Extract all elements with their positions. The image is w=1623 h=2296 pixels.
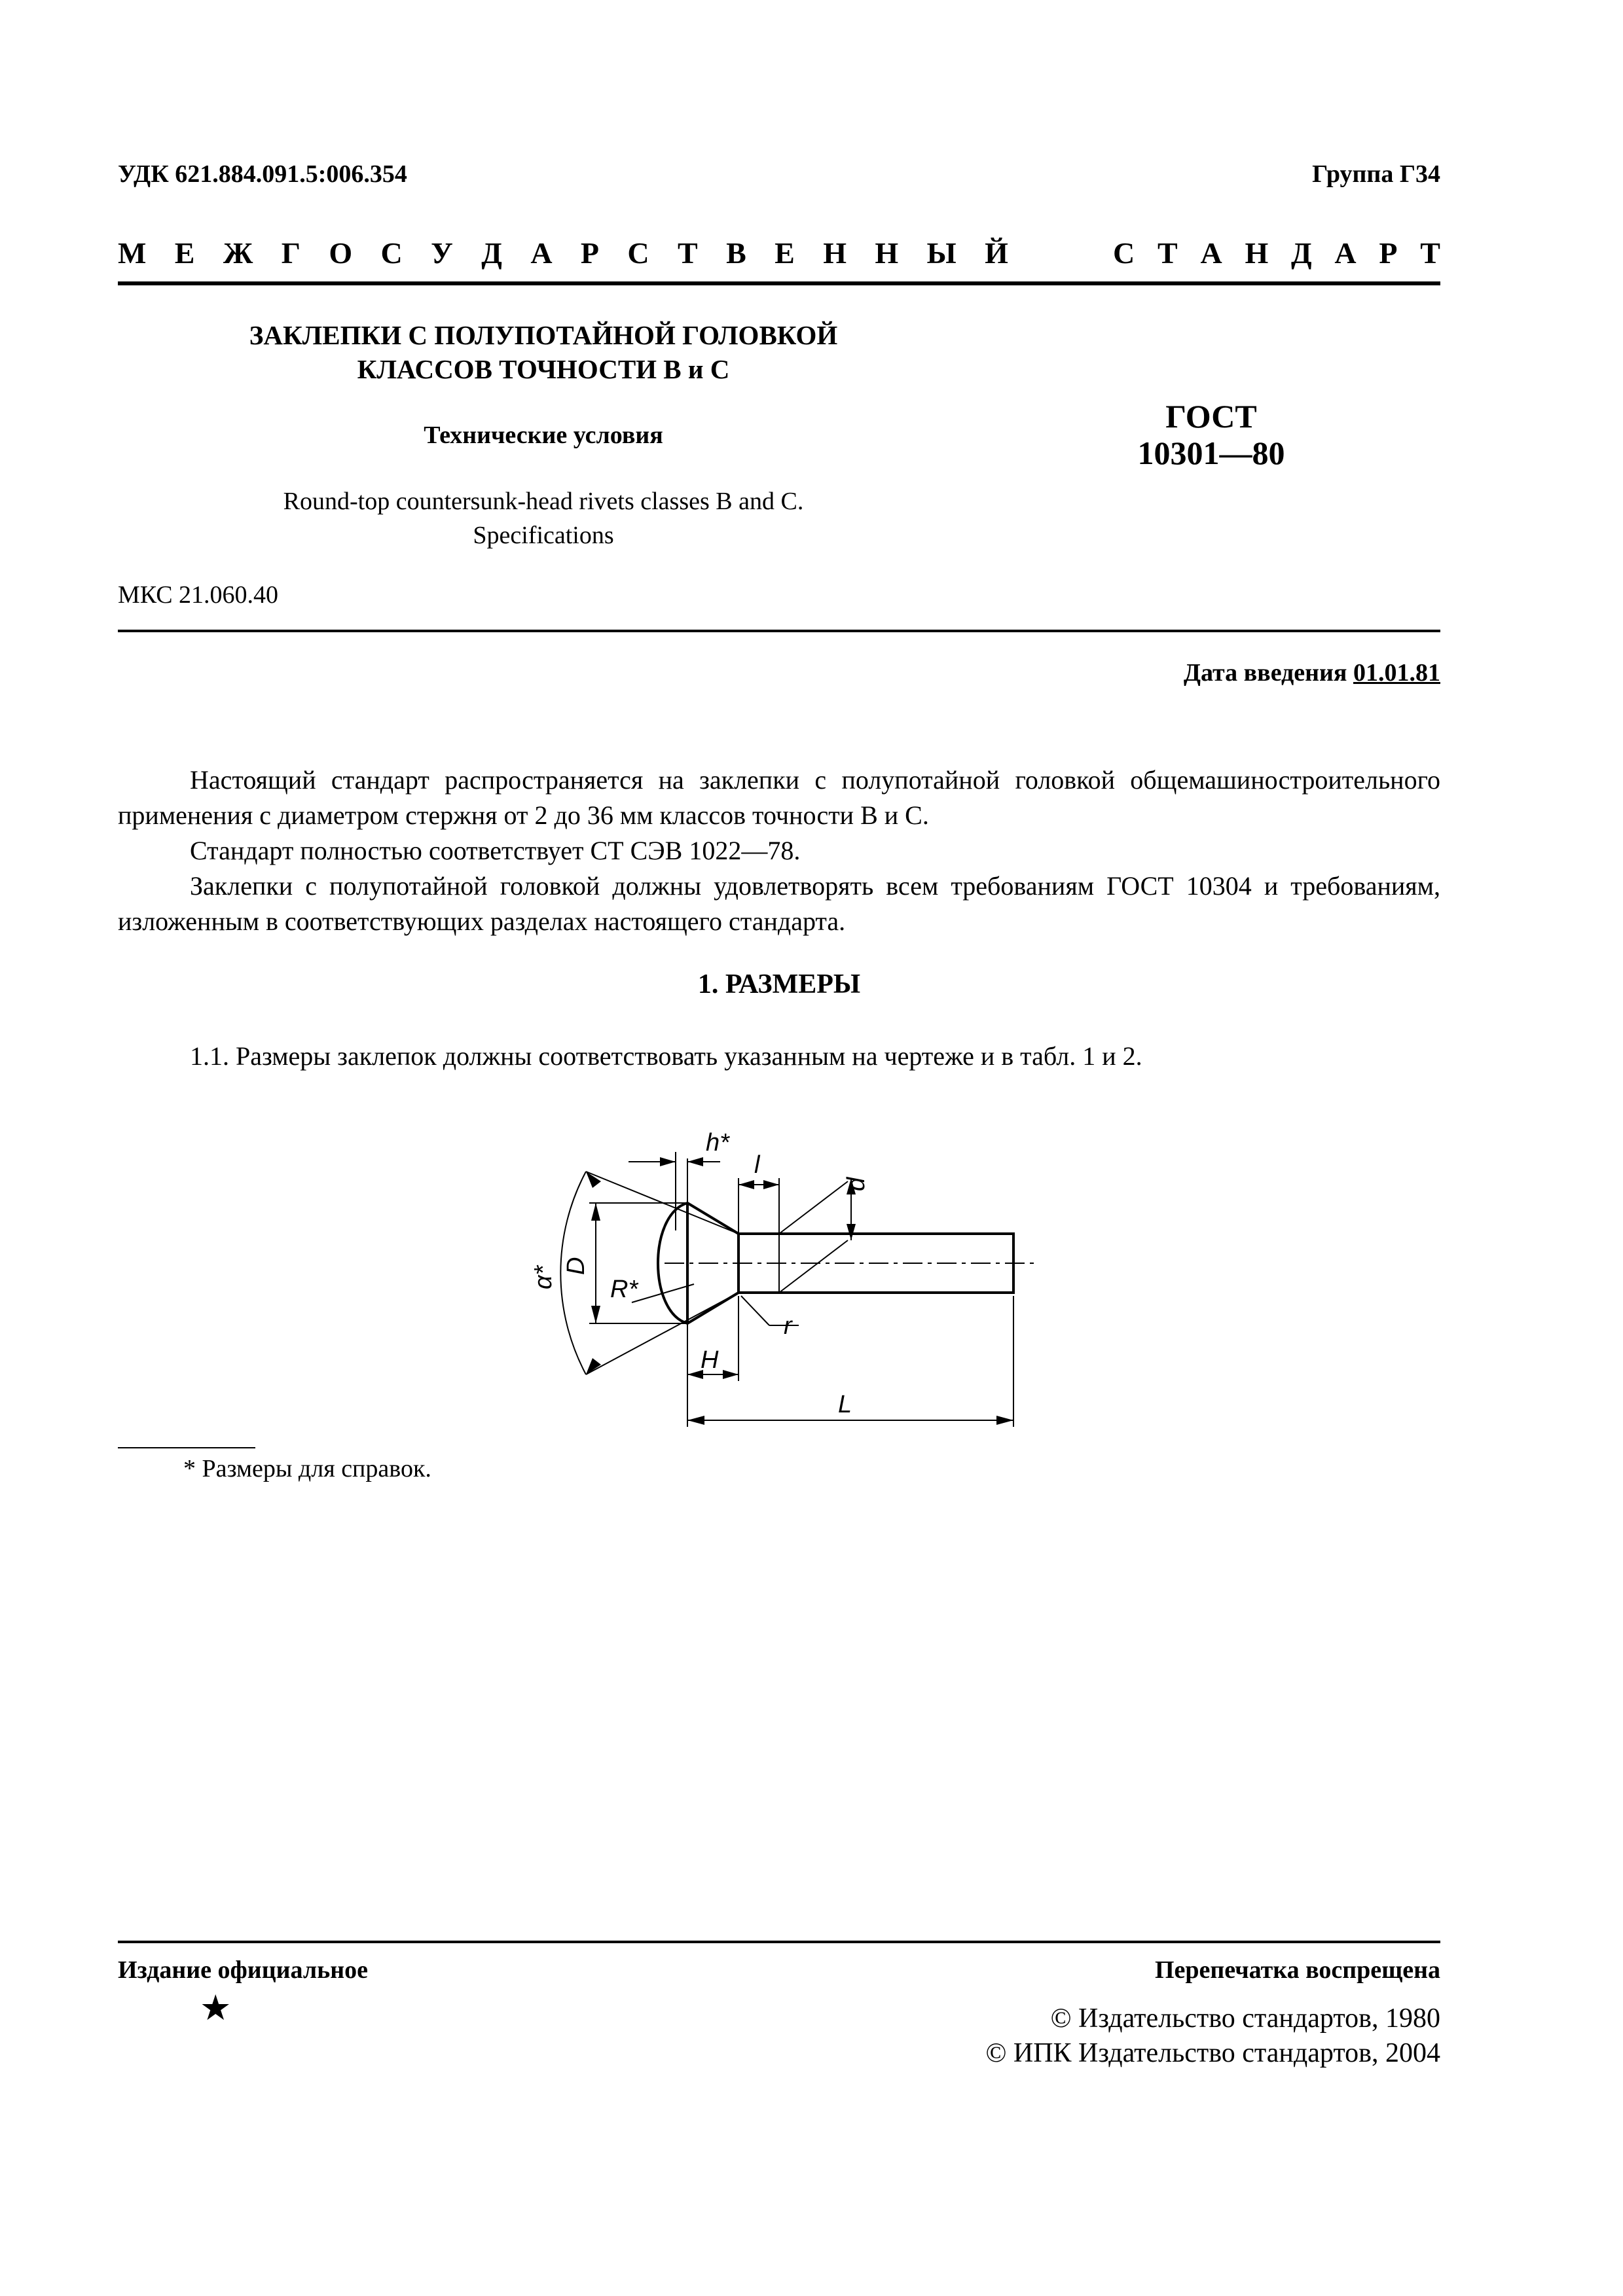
title-block-rule [118,630,1440,632]
udk-code: УДК 621.884.091.5:006.354 [118,160,407,188]
section-title: 1. РАЗМЕРЫ [697,969,861,999]
interstate-letter: Т [1158,236,1178,270]
intro-date [1184,658,1440,687]
intro-date-label: Дата введения [1183,659,1347,687]
label-l: l [754,1151,760,1179]
interstate-letter: Н [823,236,847,270]
body-text [118,762,1440,939]
interstate-word-1 [118,236,1008,270]
interstate-letter: Т [1420,236,1440,270]
interstate-letter: У [431,236,453,270]
copyright-2004: © ИПК Издательство стандартов, 2004 [985,2038,1440,2068]
label-h: h* [706,1129,729,1157]
title-subtitle: Технические условия [424,422,663,449]
mks-code: МКС 21.060.40 [118,581,279,609]
interstate-letter: А [1200,236,1222,270]
interstate-letter: С [627,236,649,270]
r-leader [741,1296,769,1325]
footnote: * Размеры для справок. [183,1455,431,1482]
label-alpha: α* [530,1265,557,1289]
d-dimension [779,1181,848,1234]
reprint-note: Перепечатка воспрещена [1154,1956,1440,1984]
interstate-letter: Е [775,236,795,270]
interstate-letter: М [118,236,147,270]
group-code: Группа Г34 [1312,160,1440,188]
label-d: d [843,1177,870,1191]
label-r: r [784,1312,792,1340]
copyright-1980: © Издательство стандартов, 1980 [1050,2003,1440,2034]
gost-label: ГОСТ [1165,398,1257,435]
interstate-letter: Т [678,236,698,270]
paragraph-scope: Настоящий стандарт распространяется на заклепки с полупотайной головкой общемашиностроительного применения с диаметром стержня от 2 до 36 мм классов точности В и С. [118,765,1440,830]
edition-note: Издание официальное [118,1956,369,1984]
interstate-letter: Ж [223,236,253,270]
interstate-letter: Г [281,236,301,270]
star-icon: ★ [200,1988,232,2028]
label-R: R* [610,1276,638,1303]
gost-number: 10301—80 [1137,435,1285,471]
footer-rule [118,1941,1440,1943]
intro-date-value: 01.01.81 [1353,659,1440,687]
interstate-letter: Ы [926,236,957,270]
paragraph-requirements: Заклепки с полупотайной головкой должны удовлетворять всем требованиям ГОСТ 10304 и требованиям, изложенным в соответствующих разделах настоящего стандарта. [118,871,1440,936]
interstate-letter: Й [985,236,1008,270]
interstate-letter: Н [875,236,899,270]
rivet-drawing [498,1100,1087,1440]
label-H: H [701,1346,719,1374]
interstate-letter: Д [481,236,502,270]
header-rule [118,281,1440,285]
interstate-letter: Е [174,236,195,270]
interstate-letter: А [1334,236,1357,270]
interstate-letter: А [530,236,553,270]
title-line-1: ЗАКЛЕПКИ С ПОЛУПОТАЙНОЙ ГОЛОВКОЙ [249,320,838,350]
label-L: L [838,1391,852,1418]
english-title-line-1: Round-top countersunk-head rivets classes B and C. [283,488,804,515]
interstate-letter: О [329,236,353,270]
label-D: D [562,1257,590,1275]
R-leader [632,1284,694,1302]
title-line-2: КЛАССОВ ТОЧНОСТИ В и С [357,354,730,384]
english-title-line-2: Specifications [473,522,614,549]
interstate-letter: Д [1291,236,1312,270]
interstate-letter: С [380,236,403,270]
interstate-letter: В [726,236,746,270]
footnote-rule [118,1447,255,1448]
interstate-word-2 [1113,236,1440,270]
interstate-standard-heading [118,236,1440,270]
interstate-letter: Н [1245,236,1269,270]
interstate-letter: С [1113,236,1135,270]
paragraph-compliance: Стандарт полностью соответствует СТ СЭВ 1022—78. [190,836,801,865]
interstate-letter: Р [1379,236,1398,270]
clause-1-1: 1.1. Размеры заклепок должны соответствовать указанным на чертеже и в табл. 1 и 2. [190,1041,1142,1071]
interstate-letter: Р [580,236,600,270]
rivet-cone-top [687,1203,739,1234]
